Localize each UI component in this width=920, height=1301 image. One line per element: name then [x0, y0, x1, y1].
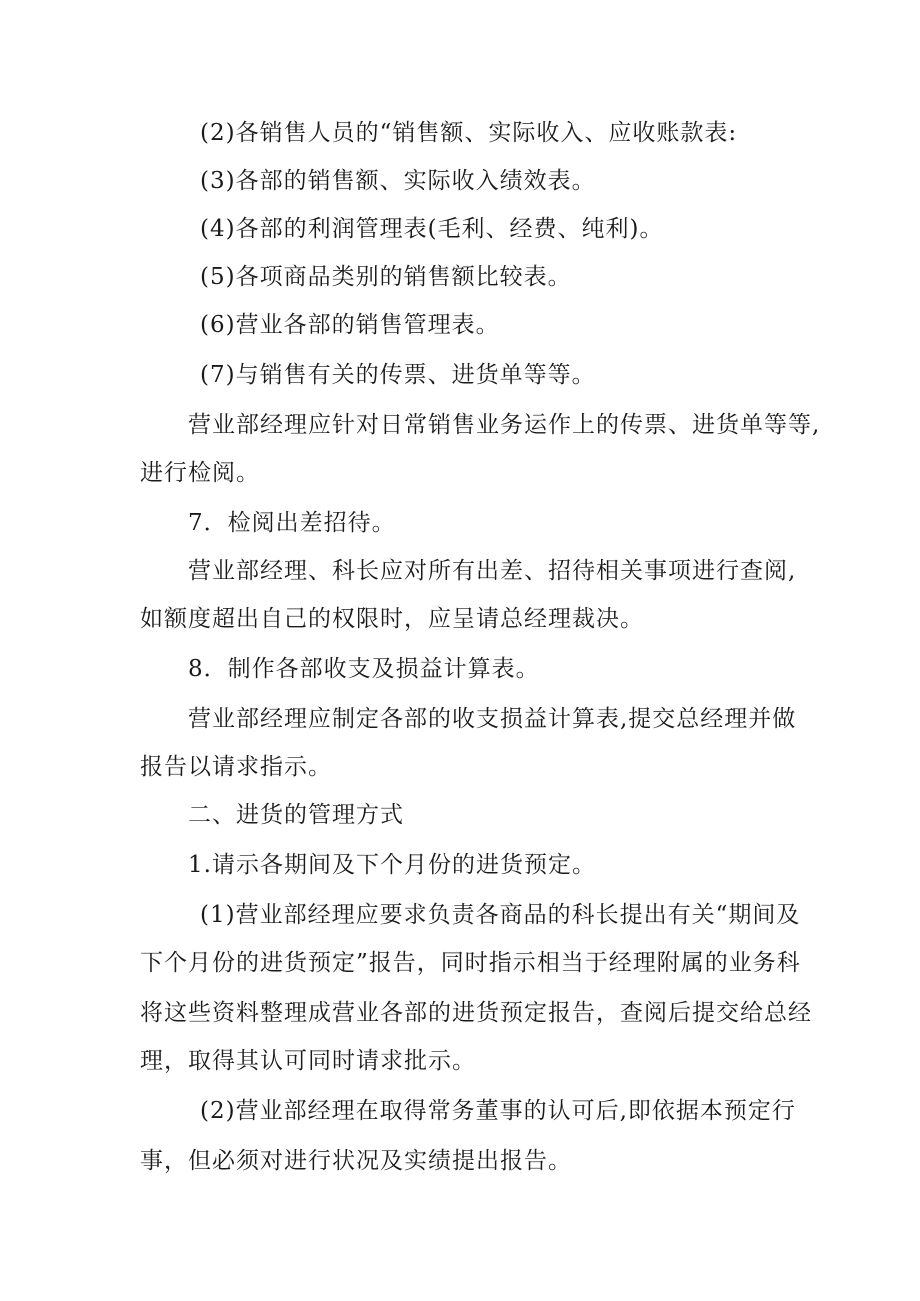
- section-heading: 1.请示各期间及下个月份的进货预定。: [188, 852, 596, 878]
- paragraph-line: 营业部经理应针对日常销售业务运作上的传票、进货单等等,: [188, 412, 821, 438]
- chapter-heading: 二、进货的管理方式: [188, 802, 404, 828]
- section-heading: 7．检阅出差招待。: [188, 510, 396, 536]
- paragraph-line: 如额度超出自己的权限时，应呈请总经理裁决。: [140, 606, 644, 632]
- paragraph-line: 事，但必须对进行状况及实绩提出报告。: [140, 1148, 572, 1174]
- paragraph-line: 报告以请求指示。: [140, 754, 332, 780]
- list-item: (7)与销售有关的传票、进货单等等。: [200, 362, 596, 388]
- list-item: (2)各销售人员的“销售额、实际收入、应收账款表:: [200, 120, 738, 146]
- paragraph-line: (2)营业部经理在取得常务董事的认可后,即依据本预定行: [200, 1098, 796, 1124]
- section-heading: 8．制作各部收支及损益计算表。: [188, 656, 540, 682]
- list-item: (5)各项商品类别的销售额比较表。: [200, 264, 572, 290]
- paragraph-line: 进行检阅。: [140, 460, 260, 486]
- paragraph-line: 将这些资料整理成营业各部的进货预定报告，查阅后提交给总经: [140, 1000, 812, 1026]
- list-item: (3)各部的销售额、实际收入绩效表。: [200, 168, 596, 194]
- list-item: (4)各部的利润管理表(毛利、经费、纯利)。: [200, 216, 664, 242]
- list-item: (6)营业各部的销售管理表。: [200, 312, 500, 338]
- paragraph-line: 理，取得其认可同时请求批示。: [140, 1048, 476, 1074]
- paragraph-line: (1)营业部经理应要求负责各商品的科长提出有关“期间及: [200, 902, 801, 928]
- paragraph-line: 下个月份的进货预定”报告，同时指示相当于经理附属的业务科: [140, 950, 801, 976]
- paragraph-line: 营业部经理、科长应对所有出差、招待相关事项进行查阅,: [188, 558, 797, 584]
- paragraph-line: 营业部经理应制定各部的收支损益计算表,提交总经理并做: [188, 706, 797, 732]
